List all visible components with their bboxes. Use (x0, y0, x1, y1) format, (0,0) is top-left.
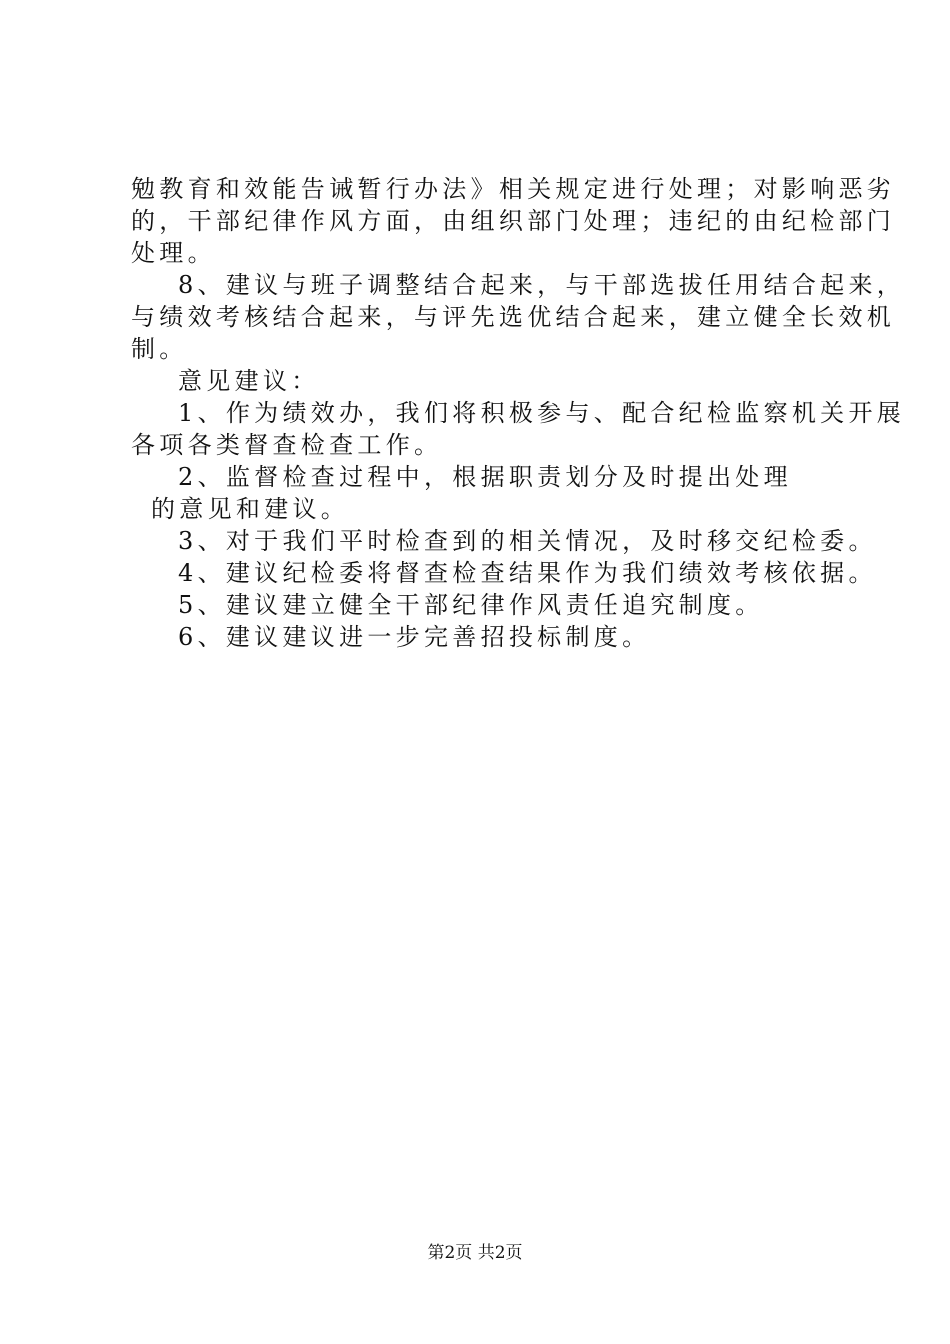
paragraph-line: 1、作为绩效办，我们将积极参与、配合纪检监察机关开展 (178, 399, 906, 427)
section-heading: 意见建议： (178, 367, 320, 395)
paragraph-line: 2、监督检查过程中，根据职责划分及时提出处理 (178, 463, 792, 491)
paragraph-line: 8、建议与班子调整结合起来，与干部选拔任用结合起来， (178, 271, 906, 299)
paragraph-line: 3、对于我们平时检查到的相关情况，及时移交纪检委。 (178, 527, 877, 555)
paragraph-line: 制。 (131, 335, 188, 363)
paragraph-line: 各项各类督查检查工作。 (131, 431, 443, 459)
paragraph-line: 4、建议纪检委将督查检查结果作为我们绩效考核依据。 (178, 559, 877, 587)
paragraph-line: 处理。 (131, 239, 216, 267)
page-number-footer: 第2页 共2页 (427, 1243, 523, 1263)
paragraph-line: 的，干部纪律作风方面，由组织部门处理；违纪的由纪检部门 (131, 207, 896, 235)
paragraph-line: 的意见和建议。 (151, 495, 350, 523)
paragraph-line: 与绩效考核结合起来，与评先选优结合起来，建立健全长效机 (131, 303, 896, 331)
paragraph-line: 6、建议建议进一步完善招投标制度。 (178, 623, 651, 651)
paragraph-line: 5、建议建立健全干部纪律作风责任追究制度。 (178, 591, 764, 619)
paragraph-line: 勉教育和效能告诫暂行办法》相关规定进行处理；对影响恶劣 (131, 175, 896, 203)
